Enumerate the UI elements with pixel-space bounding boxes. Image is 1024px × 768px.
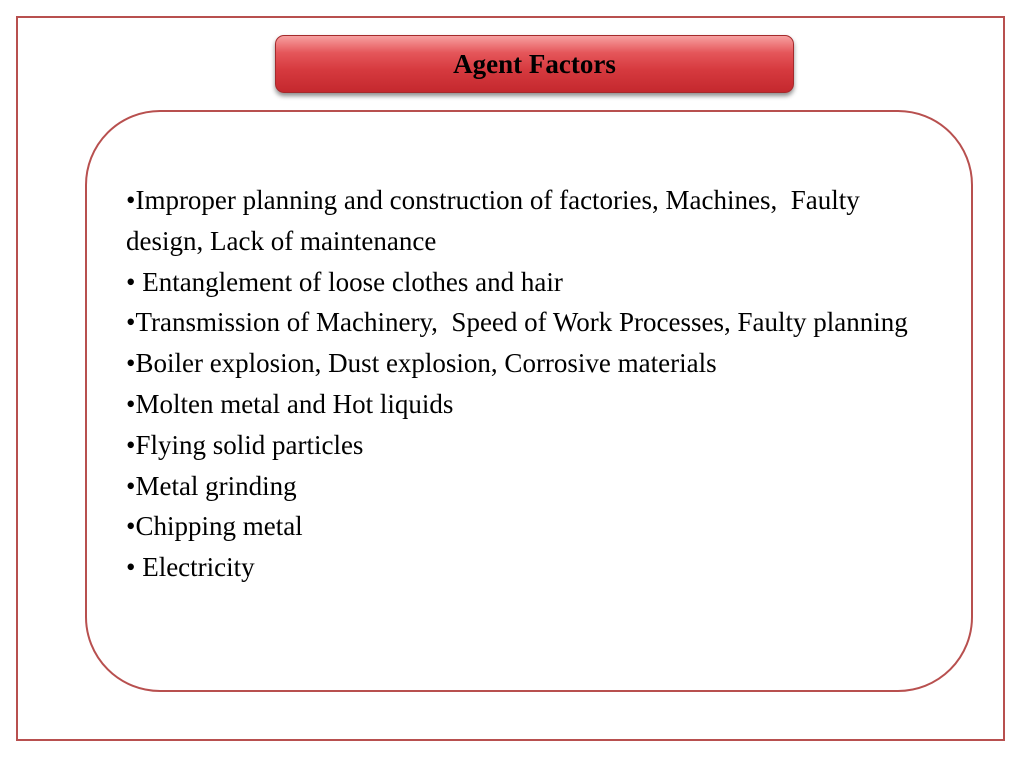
slide-title: Agent Factors [453, 48, 616, 79]
bullet-item: •Boiler explosion, Dust explosion, Corrosive materials [126, 348, 717, 379]
title-banner [275, 35, 794, 93]
bullet-item: • Entanglement of loose clothes and hair [126, 266, 563, 297]
bullet-item: •Flying solid particles [126, 429, 364, 460]
bullet-item: •Molten metal and Hot liquids [126, 388, 454, 419]
bullet-item: •Improper planning and construction of factories, Machines, Faulty design, Lack of maintenance [126, 185, 867, 256]
bullet-item: •Metal grinding [126, 470, 297, 501]
content-panel [85, 110, 973, 692]
bullet-item: • Electricity [126, 552, 255, 583]
bullet-item: •Transmission of Machinery, Speed of Work Processes, Faulty planning [126, 307, 908, 338]
bullet-item: •Chipping metal [126, 511, 303, 542]
bullet-list [126, 180, 926, 588]
